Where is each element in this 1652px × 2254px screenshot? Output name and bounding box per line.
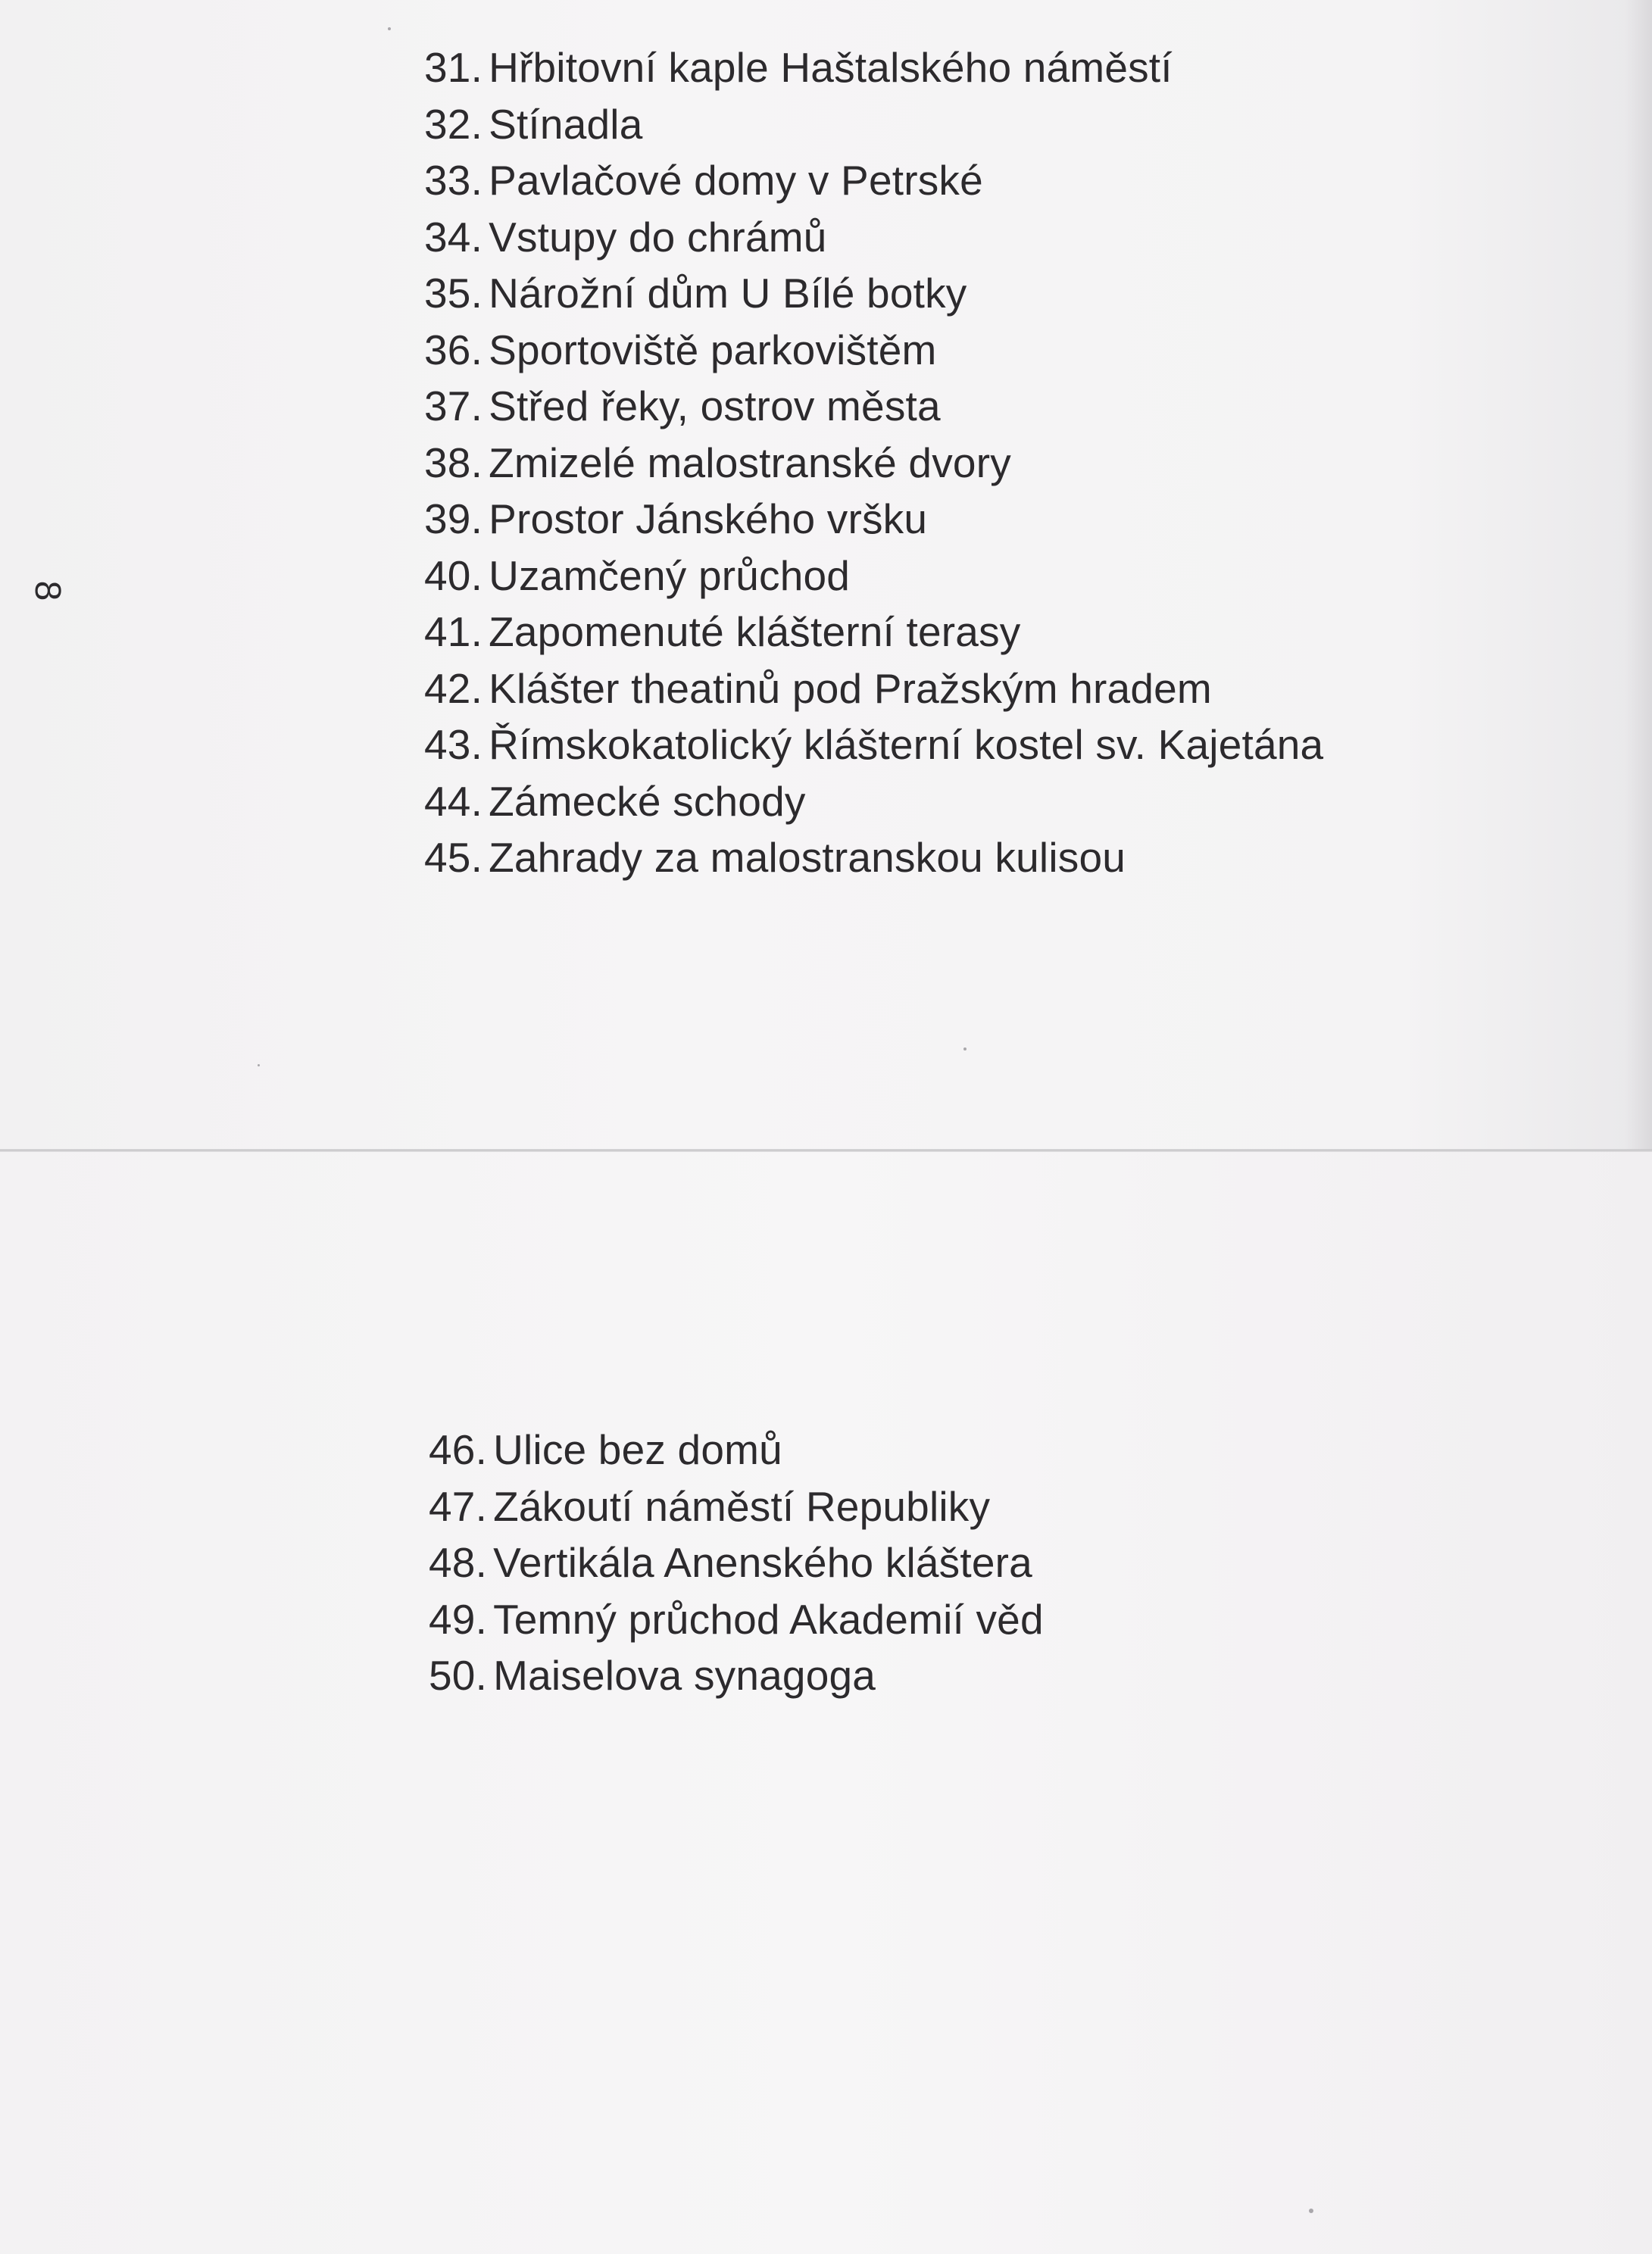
page-number: 8 (27, 580, 67, 601)
list-item (424, 209, 1323, 266)
entry-number: 50. (429, 1652, 488, 1699)
list-item (424, 660, 1323, 717)
list-item (424, 322, 1323, 379)
list-item (429, 1591, 1044, 1648)
entry-number: 41. (424, 608, 483, 655)
entry-number: 43. (424, 721, 483, 768)
entry-title: Zapomenuté klášterní terasy (489, 608, 1021, 655)
list-item (424, 491, 1323, 548)
entry-title: Temný průchod Akademií věd (493, 1595, 1044, 1643)
list-item (424, 152, 1323, 209)
entry-number: 36. (424, 326, 483, 373)
paper-speck (963, 1047, 967, 1051)
entry-title: Ulice bez domů (493, 1426, 782, 1473)
paper-speck (388, 27, 391, 30)
entry-number: 32. (424, 100, 483, 148)
entry-number: 39. (424, 495, 483, 542)
entry-title: Vertikála Anenského kláštera (493, 1539, 1032, 1586)
entry-number: 48. (429, 1539, 488, 1586)
list-item (429, 1478, 1044, 1535)
entry-title: Prostor Jánského vršku (489, 495, 928, 542)
entry-number: 34. (424, 213, 483, 261)
entry-title: Zámecké schody (489, 777, 806, 825)
entry-title: Zahrady za malostranskou kulisou (489, 834, 1126, 881)
entry-title: Maiselova synagoga (493, 1652, 876, 1699)
list-item (424, 829, 1323, 886)
entry-title: Klášter theatinů pod Pražským hradem (489, 664, 1212, 712)
page-fold (0, 1149, 1652, 1152)
entry-title: Zmizelé malostranské dvory (489, 439, 1011, 486)
list-item (424, 435, 1323, 492)
entry-title: Pavlačové domy v Petrské (489, 157, 983, 204)
entry-title: Uzamčený průchod (489, 551, 851, 599)
list-item (424, 265, 1323, 322)
list-item (424, 548, 1323, 604)
entry-number: 31. (424, 44, 483, 91)
list-item (429, 1534, 1044, 1591)
list-item (429, 1647, 1044, 1704)
entry-number: 33. (424, 157, 483, 204)
list-item (424, 773, 1323, 830)
entry-number: 42. (424, 664, 483, 712)
list-item (424, 96, 1323, 153)
entry-title: Římskokatolický klášterní kostel sv. Kajetána (489, 721, 1324, 768)
list-item (424, 39, 1323, 96)
entry-title: Střed řeky, ostrov města (489, 382, 941, 429)
entry-number: 44. (424, 777, 483, 825)
entry-number: 37. (424, 382, 483, 429)
entry-title: Hřbitovní kaple Haštalského náměstí (489, 44, 1173, 91)
entry-number: 35. (424, 270, 483, 317)
paper-speck (1309, 2209, 1313, 2213)
list-item (424, 378, 1323, 435)
entry-title: Stínadla (489, 100, 643, 148)
entry-number: 45. (424, 834, 483, 881)
contents-list-upper (424, 39, 1323, 886)
paper-edge-shadow (1625, 0, 1652, 1150)
paper-speck (258, 1064, 260, 1066)
list-item (424, 716, 1323, 773)
entry-title: Zákoutí náměstí Republiky (493, 1482, 991, 1530)
entry-number: 40. (424, 551, 483, 599)
list-item (424, 604, 1323, 660)
entry-title: Sportoviště parkovištěm (489, 326, 937, 373)
entry-number: 47. (429, 1482, 488, 1530)
entry-number: 49. (429, 1595, 488, 1643)
entry-title: Nárožní dům U Bílé botky (489, 270, 967, 317)
entry-number: 46. (429, 1426, 488, 1473)
list-item (429, 1422, 1044, 1478)
entry-number: 38. (424, 439, 483, 486)
contents-list-lower (429, 1422, 1044, 1704)
entry-title: Vstupy do chrámů (489, 213, 827, 261)
